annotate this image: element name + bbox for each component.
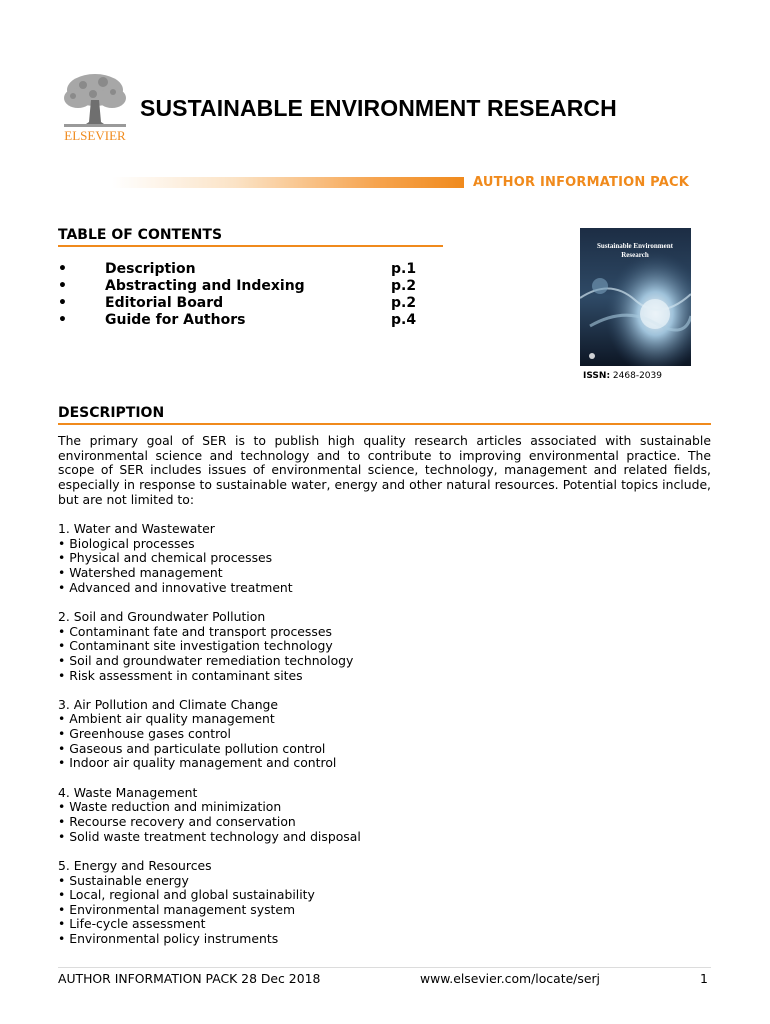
topic-group	[58, 698, 711, 771]
topic-item: • Advanced and innovative treatment	[58, 579, 293, 595]
toc-item-editorial-board[interactable]	[58, 295, 428, 312]
topic-item: • Life-cycle assessment	[58, 916, 206, 932]
topic-group	[58, 610, 711, 683]
topic-item: • Physical and chemical processes	[58, 550, 273, 566]
page-number: 1	[700, 971, 708, 986]
svg-text:Sustainable Environment: Sustainable Environment	[597, 242, 673, 250]
topic-item: • Ambient air quality management	[58, 711, 275, 727]
topic-item: • Contaminant site investigation technology	[58, 638, 333, 654]
topic-title: 3. Air Pollution and Climate Change	[58, 696, 279, 712]
topic-item: • Waste reduction and minimization	[58, 799, 282, 815]
toc-item-guide-for-authors[interactable]	[58, 312, 428, 329]
topic-item: • Greenhouse gases control	[58, 726, 231, 742]
topic-item: • Sustainable energy	[58, 872, 189, 888]
topic-item: • Risk assessment in contaminant sites	[58, 667, 303, 683]
issn-line	[583, 371, 662, 381]
toc-item-title: Abstracting and Indexing	[105, 278, 305, 294]
topic-item: • Indoor air quality management and control	[58, 755, 337, 771]
footer-divider	[58, 967, 711, 968]
topic-title: 1. Water and Wastewater	[58, 521, 215, 536]
toc-divider	[58, 245, 443, 247]
toc-item-page: p.2	[391, 278, 417, 294]
topic-item: • Environmental policy instruments	[58, 931, 279, 947]
author-information-pack-label: AUTHOR INFORMATION PACK	[473, 175, 689, 190]
svg-text:ELSEVIER: ELSEVIER	[64, 128, 126, 143]
topics-list	[58, 522, 711, 961]
toc-bullet: •	[58, 278, 67, 294]
toc-item-title: Editorial Board	[105, 295, 224, 311]
topic-title: 2. Soil and Groundwater Pollution	[58, 608, 266, 624]
topic-item: • Solid waste treatment technology and disposal	[58, 828, 361, 844]
journal-cover-image	[580, 228, 691, 366]
footer-url-link[interactable]: www.elsevier.com/locate/serj	[420, 971, 600, 986]
topic-item: • Watershed management	[58, 564, 223, 580]
toc-bullet: •	[58, 261, 67, 277]
topic-item: • Local, regional and global sustainability	[58, 887, 315, 903]
toc-item-page: p.2	[391, 295, 417, 311]
topic-title: 4. Waste Management	[58, 784, 198, 800]
topic-item: • Contaminant fate and transport processes	[58, 623, 332, 639]
toc-item-abstracting[interactable]	[58, 278, 428, 295]
toc-item-description[interactable]	[58, 261, 428, 278]
issn-label: ISSN:	[583, 371, 611, 381]
toc-item-title: Guide for Authors	[105, 312, 246, 328]
svg-text:Research: Research	[621, 251, 649, 259]
toc-item-page: p.4	[391, 312, 417, 328]
toc-item-title: Description	[105, 261, 196, 277]
topic-group	[58, 522, 711, 595]
toc-heading: TABLE OF CONTENTS	[58, 227, 223, 243]
topic-title: 5. Energy and Resources	[58, 857, 212, 873]
topic-item: • Biological processes	[58, 535, 195, 551]
topic-group	[58, 786, 711, 845]
journal-title: SUSTAINABLE ENVIRONMENT RESEARCH	[140, 95, 617, 121]
topic-item: • Soil and groundwater remediation technology	[58, 652, 354, 668]
topic-item: • Gaseous and particulate pollution control	[58, 740, 326, 756]
toc-bullet: •	[58, 312, 67, 328]
elsevier-logo	[58, 70, 132, 145]
footer-pack-date: AUTHOR INFORMATION PACK 28 Dec 2018	[58, 971, 321, 986]
toc-item-page: p.1	[391, 261, 417, 277]
topic-item: • Environmental management system	[58, 901, 296, 917]
issn-value: 2468-2039	[612, 371, 662, 381]
description-heading: DESCRIPTION	[58, 405, 165, 421]
description-intro: The primary goal of SER is to publish high quality research articles associated with sustainable environmental science and technology and to contribute to improving environmental practice. The scope of SER includes issues of environmental science, technology, management and related fields, especially in response to sustainable water, energy and other natural resources. Potential topics include, but are not limited to:	[58, 433, 711, 507]
description-divider	[58, 423, 711, 425]
topic-group	[58, 859, 711, 947]
gradient-bar	[112, 177, 464, 188]
toc-bullet: •	[58, 295, 67, 311]
topic-item: • Recourse recovery and conservation	[58, 813, 296, 829]
